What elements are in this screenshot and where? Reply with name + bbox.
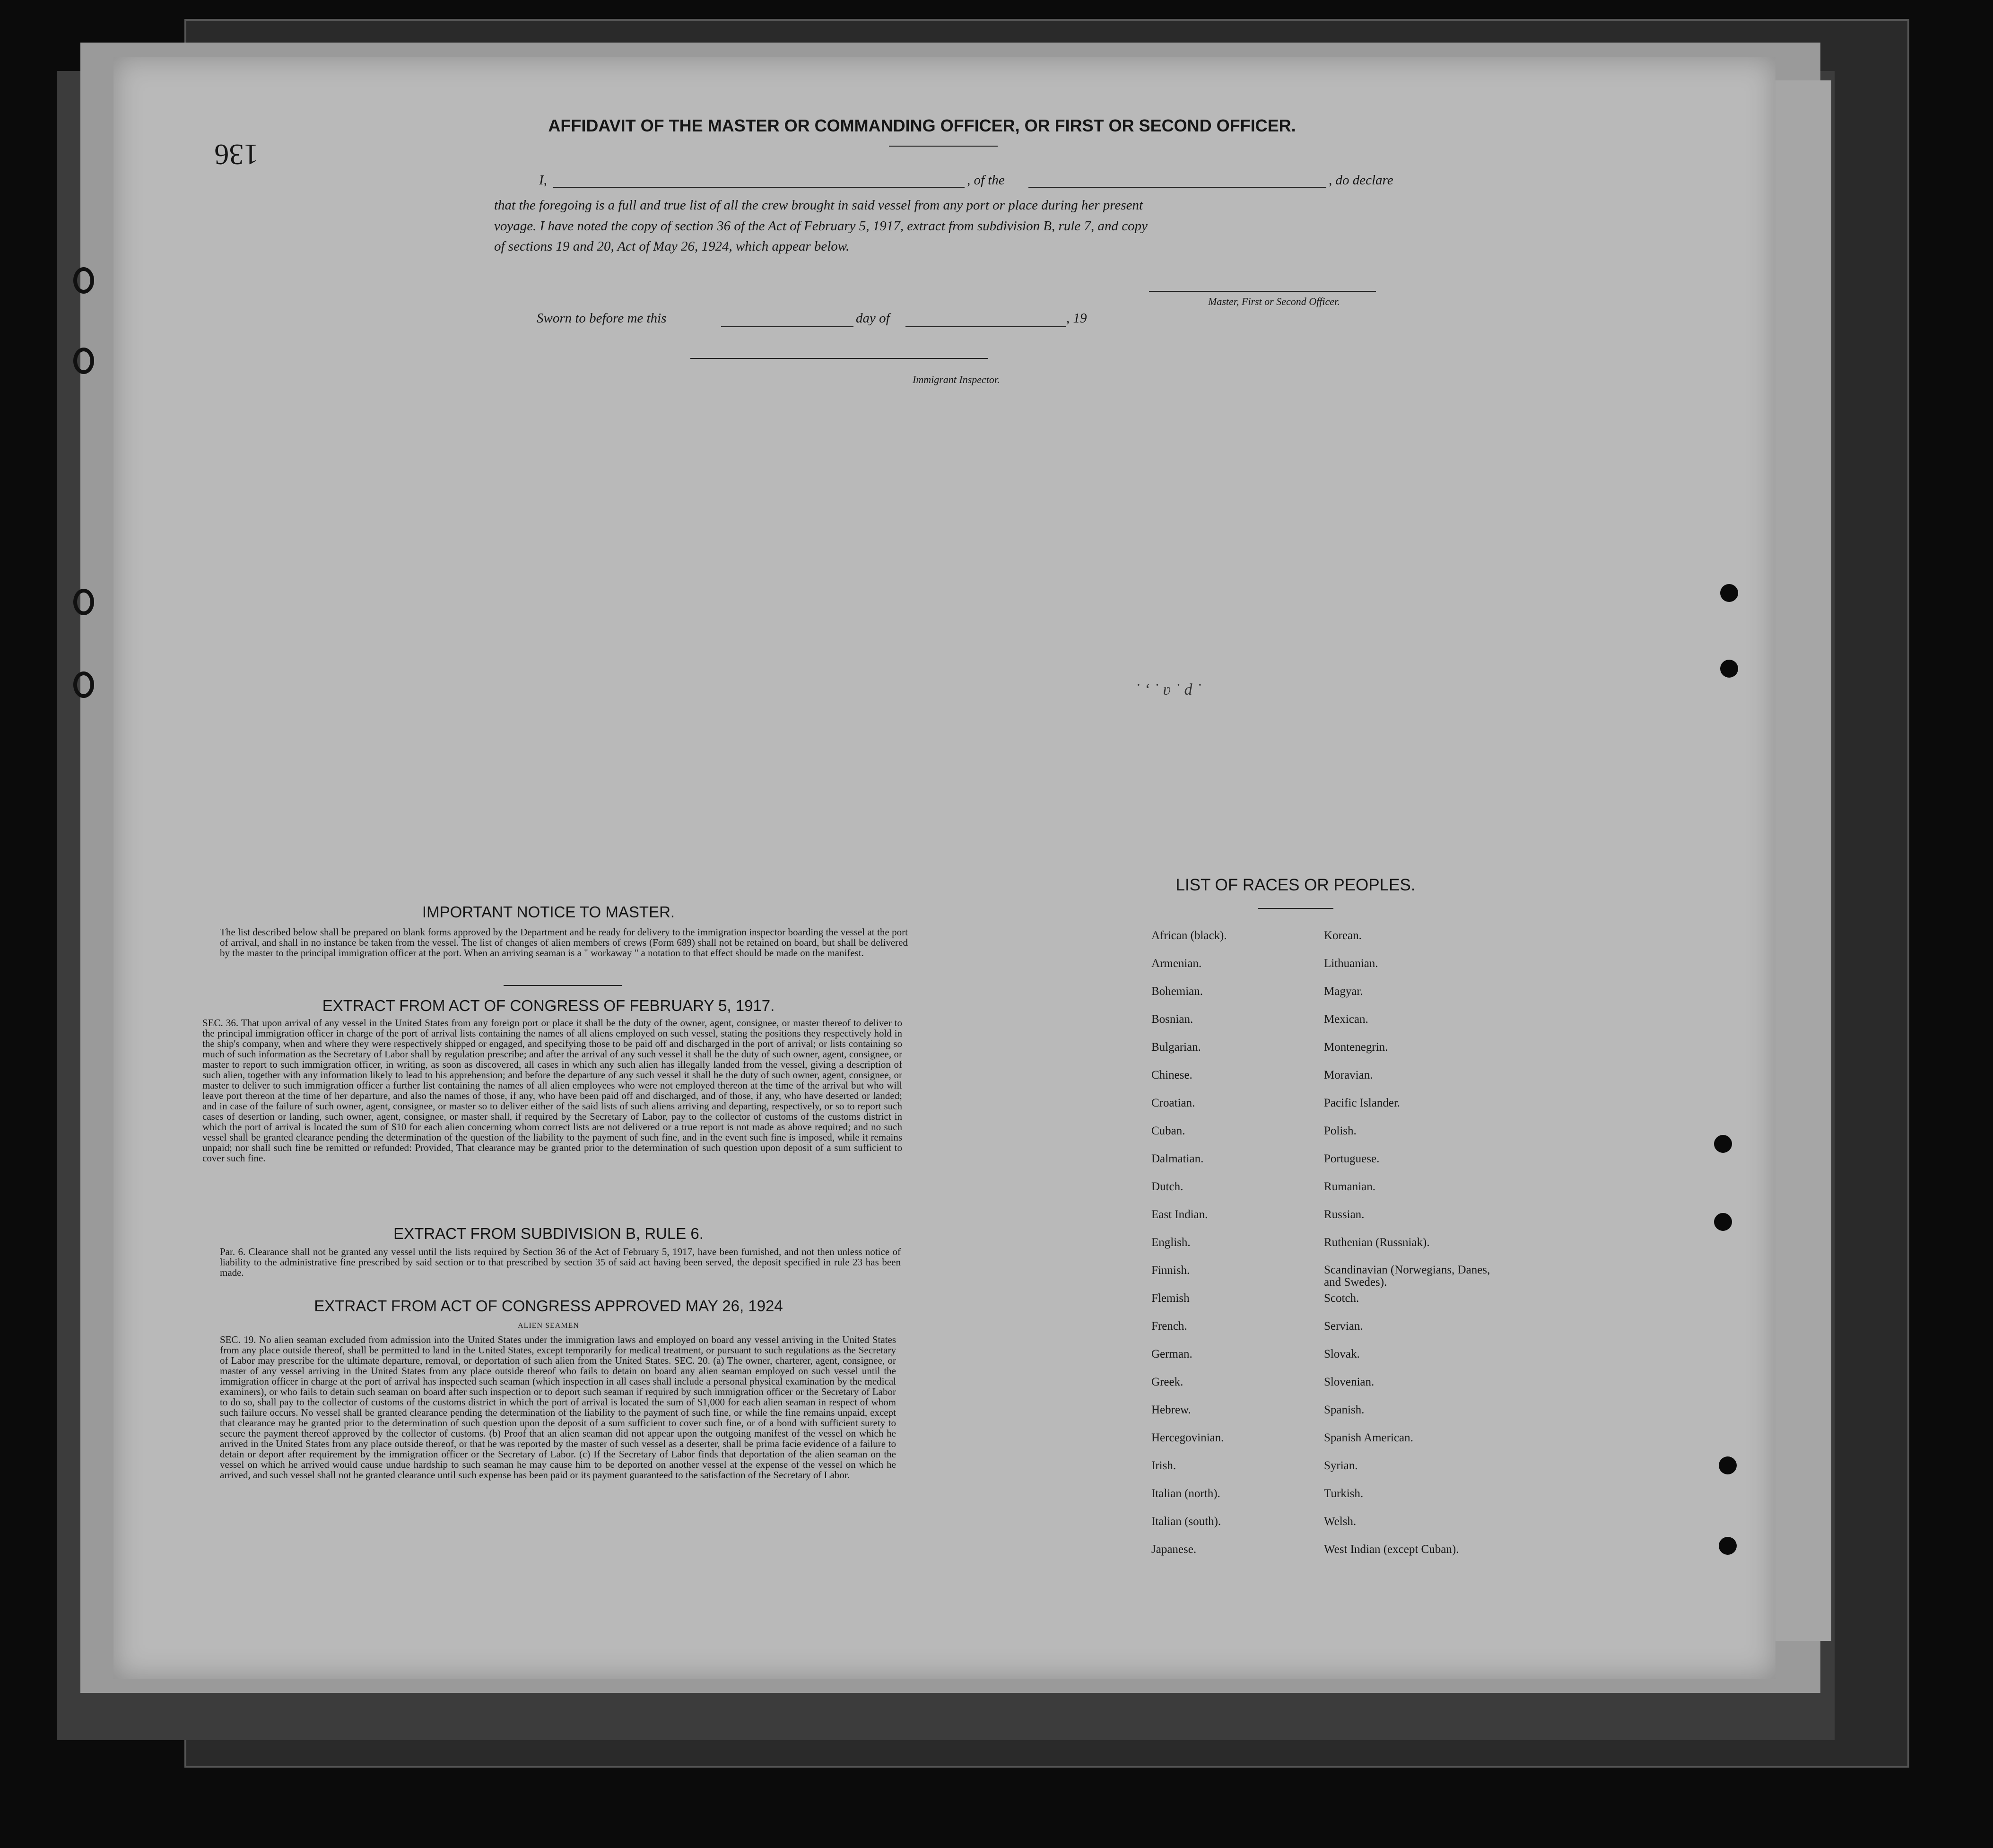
notice-title: IMPORTANT NOTICE TO MASTER. (422, 903, 675, 921)
title-divider (889, 146, 998, 147)
race-item: Hercegovinian. (1151, 1431, 1224, 1444)
race-item: German. (1151, 1348, 1192, 1360)
binder-ring-icon (73, 589, 94, 615)
race-item: Hebrew. (1151, 1403, 1191, 1416)
sworn-year: , 19 (1066, 311, 1087, 326)
race-item: Irish. (1151, 1459, 1176, 1472)
punch-hole-icon (1720, 584, 1738, 602)
race-item: Dalmatian. (1151, 1152, 1204, 1165)
race-item: Cuban. (1151, 1124, 1185, 1137)
binder-ring-icon (73, 267, 94, 294)
race-item: Japanese. (1151, 1543, 1197, 1556)
race-item: East Indian. (1151, 1208, 1208, 1221)
race-item: Scandinavian (Norwegians, Danes, and Swedes). (1324, 1264, 1490, 1289)
extract-rule6-title: EXTRACT FROM SUBDIVISION B, RULE 6. (393, 1225, 704, 1242)
race-item: Rumanian. (1324, 1180, 1376, 1193)
race-item: Magyar. (1324, 985, 1363, 998)
pencil-mark: ˙ ‘ ˙ ʋ ˙ d ˙ (1135, 681, 1202, 698)
affidavit-line2: that the foregoing is a full and true list of all the crew brought in said vessel from any port or place during her present (494, 198, 1143, 213)
inspector-line (690, 358, 988, 359)
affidavit-line1-start: I, (539, 173, 547, 188)
races-title: LIST OF RACES OR PEOPLES. (1175, 876, 1416, 894)
affidavit-line3: voyage. I have noted the copy of section 36 of the Act of February 5, 1917, extract from subdivision B, rule 7, and copy (494, 218, 1148, 234)
race-item: Lithuanian. (1324, 957, 1378, 970)
race-item: Finnish. (1151, 1264, 1190, 1277)
race-item: Welsh. (1324, 1515, 1357, 1528)
extract-1924-subtitle: ALIEN SEAMEN (518, 1322, 579, 1330)
race-item: Slovenian. (1324, 1376, 1375, 1388)
race-item: Dutch. (1151, 1180, 1184, 1193)
race-item: English. (1151, 1236, 1191, 1249)
extract-1924-text: SEC. 19. No alien seaman excluded from admission into the United States under the immigration laws and employed on board any vessel arriving in the United States from any place outside thereof, shall be permitted to land in the United States, except temporarily for medical treatment, or pursuant to such regulations as the Secretary of Labor may prescribe for the ultimate departure, removal, or deportation of such alien from the United States. SEC. 20. (a) The owner, charterer, agent, consignee, or master of any vessel arriving in the United States from any place outside thereof who fails to detain on board any alien seaman employed on such vessel until the immigration officer in charge at the port of arrival has inspected such seaman (which inspection in all cases shall include a personal physical examination by the medical examiners), or who fails to detain such seaman on board after such inspection or to deport such seaman if required by such immigration officer or the Secretary of Labor to do so, shall pay to the collector of customs of the customs district in which the port of arrival is located the sum of $1,000 for each alien seaman in respect of whom such failure occurs. No vessel shall be granted clearance pending the determination of the liability to the payment of such fine, or while the fine remains unpaid, except that clearance may be granted prior to the determination of such question upon the deposit of a sum sufficient to cover such fine, or of a bond with sufficient surety to secure the payment thereof approved by the collector of customs. (b) Proof that an alien seaman did not appear upon the outgoing manifest of the vessel on which he arrived in the United States from any place outside thereof, or that he was reported by the master of such vessel as a deserter, shall be prima facie evidence of a failure to detain or deport after requirement by the immigration officer or the Secretary of Labor. (c) If the Secretary of Labor finds that deportation of the alien seaman on the vessel on which he arrived would cause undue hardship to such seaman he may cause him to be deported on another vessel at the expense of the vessel on which he arrived, and such vessel shall not be granted clearance until such expense has been paid or its payment guaranteed to the satisfaction of the Secretary of Labor. (220, 1334, 896, 1481)
sworn-start: Sworn to before me this (537, 311, 667, 326)
extract-1924-title: EXTRACT FROM ACT OF CONGRESS APPROVED MAY 26, 1924 (314, 1297, 783, 1315)
day-blank (721, 326, 853, 327)
affidavit-line4: of sections 19 and 20, Act of May 26, 1924, which appear below. (494, 239, 850, 254)
extract-1917-text: SEC. 36. That upon arrival of any vessel in the United States from any foreign port or place it shall be the duty of the owner, agent, consignee, or master thereof to deliver to the principal immigration officer in charge of the port of arrival lists containing the names of all aliens employed on such vessel, stating the positions they respectively hold in the ship's company, when and where they were respectively shipped or engaged, and specifying those to be paid off and discharged in the port of arrival; or lists containing so much of such information as the Secretary of Labor shall by regulation prescribe; and after the arrival of any such vessel it shall be the duty of such owner, agent, consignee, or master to report to such immigration officer, in writing, as soon as discovered, all cases in which any such alien has illegally landed from the vessel, giving a description of such alien, together with any information likely to lead to his apprehension; and before the departure of any such vessel it shall be the duty of such owner, agent, consignee, or master to deliver to such immigration officer a further list containing the names of all alien employees who were not employed thereon at the time of the arrival but who will leave port thereon at the time of her departure, and also the names of those, if any, who have been paid off and discharged, and of those, if any, who have deserted or landed; and in case of the failure of such owner, agent, consignee, or master so to deliver either of the said lists of such aliens arriving and departing, respectively, or so to report such cases of desertion or landing, such owner, agent, consignee, or master shall, if required by the Secretary of Labor, pay to the collector of customs of the customs district in which the port of arrival is located the sum of $10 for each alien concerning whom correct lists are not delivered or a true report is not made as above required; and no such vessel shall be granted clearance pending the determination of the question of the liability to the payment of such fine, and in the event such fine is imposed, while it remains unpaid; nor shall such fine be remitted or refunded: Provided, That clearance may be granted prior to the determination of such question upon deposit of a sum sufficient to cover such fine. (202, 1017, 902, 1164)
affidavit-line1-end: , do declare (1329, 173, 1393, 188)
sworn-day: day of (856, 311, 890, 326)
extract-1917-title: EXTRACT FROM ACT OF CONGRESS OF FEBRUARY 5, 1917. (322, 997, 775, 1014)
race-item: Ruthenian (Russniak). (1324, 1236, 1430, 1249)
affidavit-line1-mid: , of the (967, 173, 1005, 188)
races-right-column (1324, 929, 1508, 1571)
races-left-column (1151, 929, 1307, 1571)
extract-rule6-text: Par. 6. Clearance shall not be granted any vessel until the lists required by Section 36 of the Act of February 5, 1917, have been furnished, and not then unless notice of liability to the administrative fine prescribed by said section or to that prescribed by section 35 of said act having been served, the deposit specified in rule 23 has been made. (220, 1246, 901, 1278)
punch-hole-icon (1719, 1456, 1737, 1474)
binder-ring-icon (73, 671, 94, 698)
race-item: Italian (south). (1151, 1515, 1221, 1528)
race-item: Turkish. (1324, 1487, 1364, 1500)
race-item: Korean. (1324, 929, 1362, 942)
race-item: Chinese. (1151, 1069, 1192, 1081)
month-blank (905, 326, 1066, 327)
race-item: Slovak. (1324, 1348, 1360, 1360)
race-item: Spanish American. (1324, 1431, 1413, 1444)
race-item: African (black). (1151, 929, 1227, 942)
race-item: Russian. (1324, 1208, 1365, 1221)
race-item: Servian. (1324, 1320, 1363, 1333)
race-item: Greek. (1151, 1376, 1184, 1388)
race-item: Flemish (1151, 1292, 1190, 1305)
races-divider (1258, 908, 1333, 909)
race-item: Armenian. (1151, 957, 1202, 970)
punch-hole-icon (1714, 1213, 1732, 1231)
binder-ring-icon (73, 348, 94, 374)
race-item: Scotch. (1324, 1292, 1359, 1305)
race-item: French. (1151, 1320, 1187, 1333)
race-item: Syrian. (1324, 1459, 1358, 1472)
vessel-blank (1028, 187, 1326, 188)
affidavit-title: AFFIDAVIT OF THE MASTER OR COMMANDING OFFICER, OR FIRST OR SECOND OFFICER. (548, 116, 1296, 135)
race-item: Portuguese. (1324, 1152, 1380, 1165)
master-caption: Master, First or Second Officer. (1208, 296, 1340, 307)
section-divider (504, 985, 622, 986)
race-item: West Indian (except Cuban). (1324, 1543, 1459, 1556)
race-item: Bohemian. (1151, 985, 1203, 998)
race-item: Spanish. (1324, 1403, 1365, 1416)
notice-text: The list described below shall be prepared on blank forms approved by the Department and be ready for delivery to the immigration inspector boarding the vessel at the port of arrival, and shall in no instance be taken from the vessel. The list of changes of alien members of crews (Form 689) shall not be retained on board, but shall be delivered by the master to the principal immigration officer at the port. When an arriving seaman is a " workaway " a notation to that effect should be made on the manifest. (220, 926, 908, 959)
page-number: 136 (214, 138, 259, 170)
inspector-caption: Immigrant Inspector. (913, 374, 1000, 385)
race-item: Montenegrin. (1324, 1041, 1388, 1054)
race-item: Pacific Islander. (1324, 1097, 1401, 1109)
race-item: Polish. (1324, 1124, 1357, 1137)
punch-hole-icon (1719, 1537, 1737, 1555)
punch-hole-icon (1720, 660, 1738, 678)
race-item: Mexican. (1324, 1013, 1368, 1026)
race-item: Bulgarian. (1151, 1041, 1201, 1054)
signature-line (1149, 291, 1376, 292)
name-blank (553, 187, 965, 188)
race-item: Moravian. (1324, 1069, 1373, 1081)
race-item: Italian (north). (1151, 1487, 1220, 1500)
race-item: Bosnian. (1151, 1013, 1193, 1026)
punch-hole-icon (1714, 1135, 1732, 1153)
race-item: Croatian. (1151, 1097, 1195, 1109)
